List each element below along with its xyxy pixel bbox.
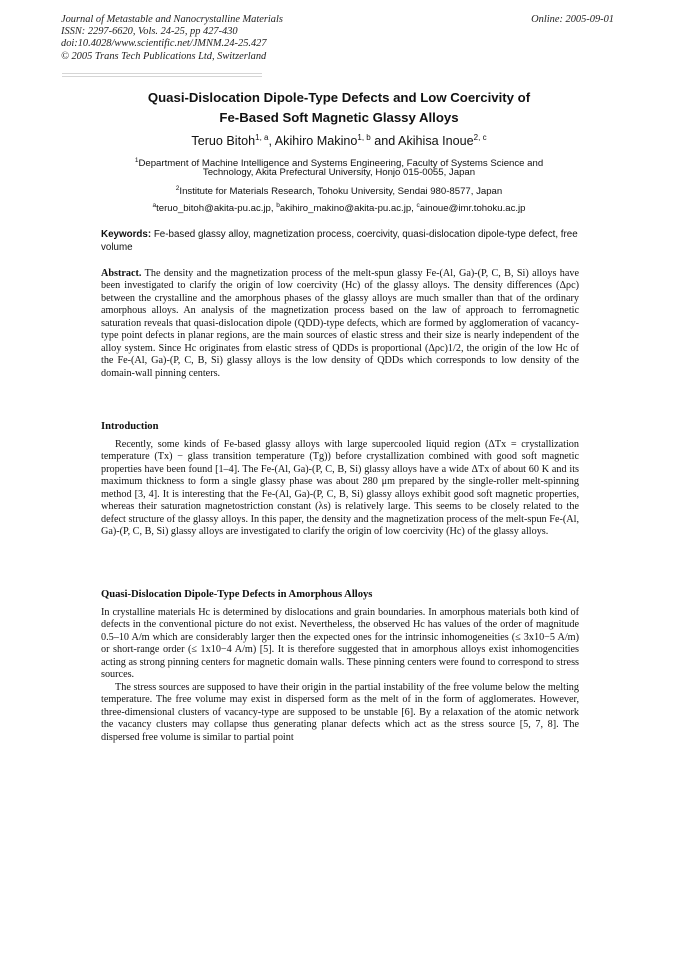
journal-header <box>61 14 283 63</box>
affiliation-1-num: 1 <box>134 157 139 164</box>
abstract-label: Abstract. <box>101 268 142 279</box>
affiliation-2-text: Institute for Materials Research, Tohoku University, Sendai 980-8577, Japan <box>179 186 503 198</box>
abstract-text: The density and the magnetization process of the melt-spun glassy Fe-(Al, Ga)-(P, C, B, Si) alloys have been investigated to clarify the origin of low coercivity (Hc) of the glassy alloys. The density differences (Δρc) between the crystalline and the amorphous phases of the glassy alloys are much smaller than that of the ordinary amorphous alloys. An analysis of the magnetization process based on the law of approach to ferromagnetic saturation reveals that quasi-dislocation dipole (QDD)-type defects, which are formed by agglomeration of vacancy-type point defects in planar regions, are the main sources of elastic stress and their size is nearly independent of the alloy system. Since Hc originates from elastic stress of QDDs is proportional (Δρc)1/2, the origin of the low Hc of the Fe-(Al, Ga)-(P, C, B, Si) glassy alloys is the low density of QDDs which corresponds to low density of the domain-wall pinning centers. <box>101 268 579 379</box>
author-2: Akihiro Makino <box>274 134 358 149</box>
author-1: Teruo Bitoh <box>191 134 256 149</box>
email-3[interactable]: ainoue@imr.tohoku.ac.jp <box>419 203 526 215</box>
email-1[interactable]: teruo_bitoh@akita-pu.ac.jp, <box>156 203 274 215</box>
section-2-body <box>101 607 579 744</box>
author-2-sup: 1, b <box>357 133 371 142</box>
paper-title <box>0 88 678 128</box>
author-3-sup: 2, c <box>473 133 487 142</box>
title-line-2: Fe-Based Soft Magnetic Glassy Alloys <box>219 110 459 125</box>
journal-name: Journal of Metastable and Nanocrystalline Materials <box>61 14 283 25</box>
online-date: Online: 2005-09-01 <box>531 14 614 25</box>
abstract <box>101 268 579 380</box>
author-1-sup: 1, a <box>255 133 269 142</box>
introduction-text: Recently, some kinds of Fe-based glassy alloys with large supercooled liquid region (ΔTx = crystallization temperature (Tx) − glass transition temperature (Tg)) before crystallization combined with good soft magnetic properties have been found [1–4]. The Fe-(Al, Ga)-(P, C, B, Si) glassy alloys have a wide ΔTx of about 60 K and its maximum thickness to form a single glassy phase was about 280 μm prepared by the single-roller melt-spinning method [3, 4]. It is interesting that the Fe-(Al, Ga)-(P, C, B, Si) glassy alloys exhibit good soft magnetic properties, whereas their saturation magnetostriction constant (λs) is relatively large. This seems to be closely related to the defect structure of the glassy alloys. In this paper, the density and the magnetization process of the melt-spun Fe-(Al, Ga)-(P, C, B, Si) glassy alloys are investigated to clarify the origin of low coercivity (Hc) of the glassy alloys. <box>101 439 579 538</box>
section-2-paragraph-2: The stress sources are supposed to have their origin in the partial instability of the free volume below the melting temperature. The free volume may exist in dispersed form as the melt of in the form of agglomerates. However, three-dimensional clusters of vacancy-type are supposed to be unstable [6]. By a relaxation of the atomic network the vacancy clusters may collapse thus generating planar defects which act as the stress source [5, 7, 8]. The dispersed free volume is similar to partial point <box>101 681 579 743</box>
faint-print-residue <box>62 71 262 77</box>
issn-line: ISSN: 2297-6620, Vols. 24-25, pp 427-430 <box>61 26 238 38</box>
affiliation-1-line-1: Department of Machine Intelligence and Systems Engineering, Faculty of Systems Science and <box>138 158 544 170</box>
email-c-marker: c <box>416 202 420 209</box>
author-and: and <box>374 134 396 149</box>
email-line <box>0 200 678 216</box>
title-line-1: Quasi-Dislocation Dipole-Type Defects and Low Coercivity of <box>147 90 531 105</box>
keywords <box>101 229 579 255</box>
keywords-text: Fe-based glassy alloy, magnetization process, coercivity, quasi-dislocation dipole-type defect, free volume <box>101 229 578 253</box>
section-2-paragraph-1: In crystalline materials Hc is determined by dislocations and grain boundaries. In amorphous materials both kind of defects in the conventional picture do not exist. Nevertheless, the observed Hc has values of the order of magnitude 0.5–10 A/m which are considerably larger then the expected ones for the intrinsic inhomogeneities (≤ 3x10−5 A/m) or short-range order (≤ 1x10−4 A/m) [5]. It is therefore suggested that in amorphous alloys exist inhomogencities acting as strong pinning centers for magnetic domain walls. These pinning centers were found to correspond to stress sources. <box>101 607 579 681</box>
section-2-heading: Quasi-Dislocation Dipole-Type Defects in Amorphous Alloys <box>101 589 373 600</box>
email-2[interactable]: akihiro_makino@akita-pu.ac.jp, <box>279 203 414 215</box>
introduction-heading: Introduction <box>101 421 159 432</box>
copyright-line: © 2005 Trans Tech Publications Ltd, Switzerland <box>61 50 267 62</box>
author-3: Akihisa Inoue <box>398 134 474 149</box>
introduction-body <box>101 439 579 539</box>
doi-line: doi:10.4028/www.scientific.net/JMNM.24-25.427 <box>61 38 267 50</box>
email-b-marker: b <box>276 202 280 209</box>
affiliation-2 <box>0 183 678 199</box>
author-list: Teruo Bitoh$^{1, a}$, Akihiro Makino$^{1, b}$ and Akihisa Inoue$^{2, c}$ <box>191 133 487 149</box>
affiliation-2-num: 2 <box>175 185 180 192</box>
affiliation-1-line-2: Technology, Akita Prefectural University, Honjo 015-0055, Japan <box>202 167 476 178</box>
affiliation-1-cont <box>0 167 678 180</box>
email-a-marker: a <box>152 202 157 209</box>
keywords-label: Keywords: <box>101 229 152 240</box>
